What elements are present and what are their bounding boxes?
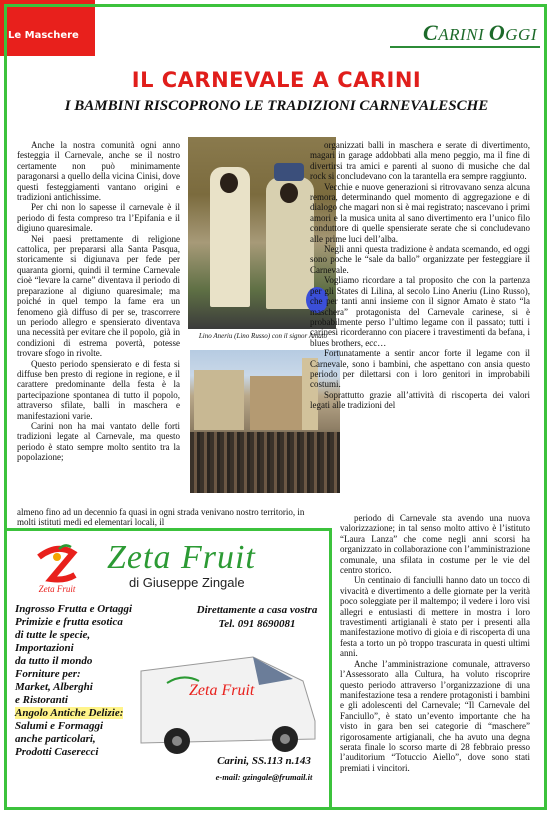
photo-mask	[220, 173, 238, 193]
photo-caption: Lino Aneriu (Lino Russo) con il signor Amato	[198, 332, 328, 340]
paragraph: Vecchie e nuove generazioni si ritrovavano senza alcuna remora, determinando quel momento di aggregazione e di dialogo che magari non si è mai registrato; nascevano i primi amori e la musica unita al sano divertimento era l’unico filo conduttore di quelle spensierate serate che si concludevano alle prime luci dell’alba.	[310, 181, 530, 244]
subhead: I BAMBINI RISCOPRONO LE TRADIZIONI CARNEVALESCHE	[64, 98, 489, 114]
ad-delivery-text: Direttamente a casa vostra	[196, 604, 318, 616]
section-tag-label: Le Maschere	[8, 30, 79, 41]
column-3-continued	[340, 513, 530, 773]
ad-line: Primizie e frutta esotica	[15, 616, 123, 628]
column-3	[310, 140, 530, 411]
ad-email: e-mail: gzingale@frumail.it	[215, 772, 313, 782]
paragraph: Questo periodo spensierato e di festa si diffuse ben presto di regione in regione, e il carattere predominante della festa è la partecipazione spontanea di tutto il popolo, attraverso sfilate, balli in maschera e manifestazioni varie.	[17, 358, 180, 421]
ad-line: e Ristoranti	[15, 694, 68, 706]
paragraph: Anche la nostra comunità ogni anno festeggia il Carnevale, anche se il nostro certamente non può minimamente paragonarsi a quello della vicina Cinisi, dove questi festeggiamenti vantano origini e tradizioni antichissime.	[17, 140, 180, 203]
bottom-line: almeno fino ad un decennio fa quasi in ogni strada venivano nostro territorio, in molti istituti medi ed elementari locali, il	[17, 507, 305, 528]
ad-line: Importazioni	[15, 642, 74, 654]
paragraph: Soprattutto grazie all’attività di riscoperta dei valori legati alle tradizioni del	[310, 389, 530, 411]
column-1	[17, 140, 180, 463]
zeta-fruit-logo	[29, 539, 85, 595]
zeta-fruit-advert	[4, 528, 332, 810]
photo-hat	[274, 163, 304, 181]
ad-delivery	[187, 603, 327, 631]
ad-line: Ingrosso Frutta e Ortaggi	[15, 603, 133, 615]
ad-brand: Zeta Fruit	[107, 539, 256, 576]
paragraph: Un centinaio di fanciulli hanno dato un tocco di vivacità e divertimento a delle giornate per la verità poco soleggiate per il maltempo; il vedere i loro visi allegri e entusiasti di mettere in mostra i loro travestimenti artigianali è stato per i presenti alla manifestazione motivo di gioia e di riscoperta di una festa a torto un pò troppo trascurata in questi ultimi anni.	[340, 575, 530, 659]
logo-text: Zeta Fruit	[38, 584, 76, 594]
ad-line: Forniture per:	[15, 668, 81, 680]
paragraph: Nei paesi prettamente di religione cattolica, per prepararsi alla Santa Pasqua, storicamente si digiunava per fede per quaranta giorni, quindi il termine Carnevale cioè “levare la carne” diventava il periodo di preparazione al digiuno quaresimale; ma poiché in quel tempo la fame era un fenomeno già diffuso di per se, trascorrere un periodo allegro e spensierato diventava una necessità per evitare che il popolo, già in condizioni di estrema povertà, potesse trovare sfogo in rivolte.	[17, 233, 180, 359]
paragraph: Vogliamo ricordare a tal proposito che con la partenza per gli States di Lilina, al secolo Lino Aneriu (Lino Russo), che per tanti anni insieme con il signor Amato è stato “la maschera” protagonista del Carnevale carinese, si è probabilmente perso l’ultimo legame con il passato; tutti i carinesi ricorderanno con piacere i travestimenti da befana, i blues brothers, ecc…	[310, 275, 530, 348]
masthead-underline	[390, 46, 540, 48]
ad-line: da tutto il mondo	[15, 655, 93, 667]
photo-building	[194, 370, 244, 430]
ad-line: Salumi e Formaggi	[15, 720, 104, 732]
paragraph: Negli anni questa tradizione è andata scemando, ed oggi sono poche le “sale da ballo” organizzate per festeggiare il Carnevale.	[310, 244, 530, 275]
ad-contact	[199, 753, 329, 785]
paragraph: periodo di Carnevale sta avendo una nuova valorizzazione; in tal senso molto attivo è l’istituto “Laura Lanza” che come negli anni scorsi ha organizzato in collaborazione con l’amministrazione comunale, una sfilata in costume per le vie del centro storico.	[340, 513, 530, 576]
van-brand-text: Zeta Fruit	[189, 682, 255, 699]
ad-line: Market, Alberghi	[15, 681, 93, 693]
photo-mask	[280, 183, 298, 203]
photo-crowd	[190, 432, 340, 493]
ad-address: Carini, SS.113 n.143	[217, 755, 311, 767]
masthead-initial-1: C	[423, 20, 439, 45]
paragraph: Anche l’amministrazione comunale, attraverso l’Assessorato alla Cultura, ha voluto riscoprire questo periodo attraverso l’organizzazione di una manifestazione tesa a rendere protagonisti i bambini e gli adolescenti del Carnevale; “Il Carnevale del Fanciullo”, è stato un’evento importante che ha visto in gara ben sei categorie di “maschere” rigorosamente artigianali, che ha avuto una degna serata finale lo scorso marte di 28 febbraio presso l’auditorium “Totuccio Aiello”, dove sono stati premiati i vincitori.	[340, 658, 530, 773]
paragraph: organizzati balli in maschera e serate di divertimento, magari in garage addobbati alla meno peggio, ma il fine di divertirsi tra amici e parenti al suono di musiche che dal rock si concludevano con la tarantella era sempre raggiunto.	[310, 140, 530, 182]
headline: IL CARNEVALE A CARINI	[131, 68, 422, 92]
paragraph: Per chi non lo sapesse il carnevale è il periodo di festa compreso tra l’Epifania e il digiuno quaresimale.	[17, 202, 180, 234]
photo-building	[250, 376, 306, 430]
paragraph: Fortunatamente a sentir ancor forte il legame con il Carnevale, sono i bambini, che aspettano con ansia questo periodo per dilettarsi con i loro genitori in improbabili costumi.	[310, 348, 530, 390]
ad-phone: Tel. 091 8690081	[218, 618, 296, 630]
masthead-initial-2: O	[488, 20, 506, 45]
masthead-rest-2: GGI	[505, 25, 537, 44]
paragraph: Carini non ha mai vantato delle forti tradizioni legate al Carnevale, ma questo periodo è stato sempre molto sentito tra la popolazione;	[17, 420, 180, 463]
ad-line: anche particolari,	[15, 733, 96, 745]
ad-line: Prodotti Caserecci	[15, 746, 99, 758]
masthead-rest-1: ARINI	[438, 25, 489, 44]
delivery-van-image	[127, 635, 323, 759]
ad-line: di tutte le specie,	[15, 629, 91, 641]
masthead	[423, 20, 537, 46]
ad-highlight: Angolo Antiche Delizie:	[15, 707, 124, 719]
ad-owner: di Giuseppe Zingale	[129, 575, 245, 590]
